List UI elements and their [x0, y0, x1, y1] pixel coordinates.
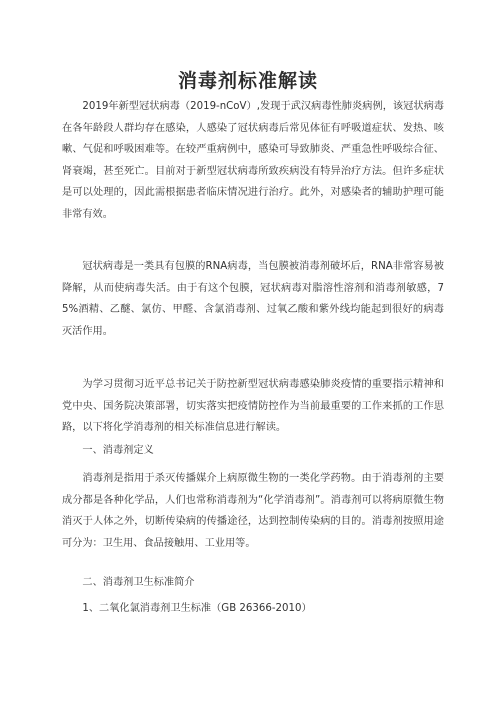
paragraph-purpose: 为学习贯彻习近平总书记关于防控新型冠状病毒感染肺炎疫情的重要指示精神和党中央、国务院决策部署，切实落实把疫情防控作为当前最重要的工作来抓的工作思路，以下将化学消毒剂的相关标准信息进行解读。 — [62, 379, 444, 433]
section-heading-standards: 二、消毒剂卫生标准简介 — [82, 577, 195, 588]
paragraph-intro: 2019年新型冠状病毒（2019-nCoV）,发现于武汉病毒性肺炎病例，该冠状病毒在各年龄段人群均存在感染，人感染了冠状病毒后常见体征有呼吸道症状、发热、咳嗽、气促和呼吸困难等。在较严重病例中，感染可导致肺炎、严重急性呼吸综合征、肾衰竭，甚至死亡。目前对于新型冠状病毒所致疾病没有特异治疗方法。但许多症状是可以处理的，因此需根据患者临床情况进行治疗。此外，对感染者的辅助护理可能非常有效。 — [62, 101, 444, 220]
paragraph-coronavirus: 冠状病毒是一类具有包膜的RNA病毒，当包膜被消毒剂破坏后，RNA非常容易被降解，从而使病毒失活。由于有这个包膜，冠状病毒对脂溶性溶剂和消毒剂敏感，75%酒精、乙醚、氯仿、甲醛、含氯消毒剂、过氧乙酸和紫外线均能起到很好的病毒灭活作用。 — [62, 261, 444, 337]
section-heading-definition: 一、消毒剂定义 — [82, 445, 154, 456]
subsection-heading-gb26366: 1、二氧化氯消毒剂卫生标准（GB 26366-2010） — [82, 603, 312, 614]
paragraph-definition: 消毒剂是指用于杀灭传播媒介上病原微生物的一类化学药物。由于消毒剂的主要成分都是各种化学品，人们也常称消毒剂为“化学消毒剂”。消毒剂可以将病原微生物消灭于人体之外，切断传染病的传播途径，达到控制传染病的目的。消毒剂按照用途可分为：卫生用、食品接触用、工业用等。 — [62, 473, 444, 549]
document-title: 消毒剂标准解读 — [177, 70, 318, 92]
